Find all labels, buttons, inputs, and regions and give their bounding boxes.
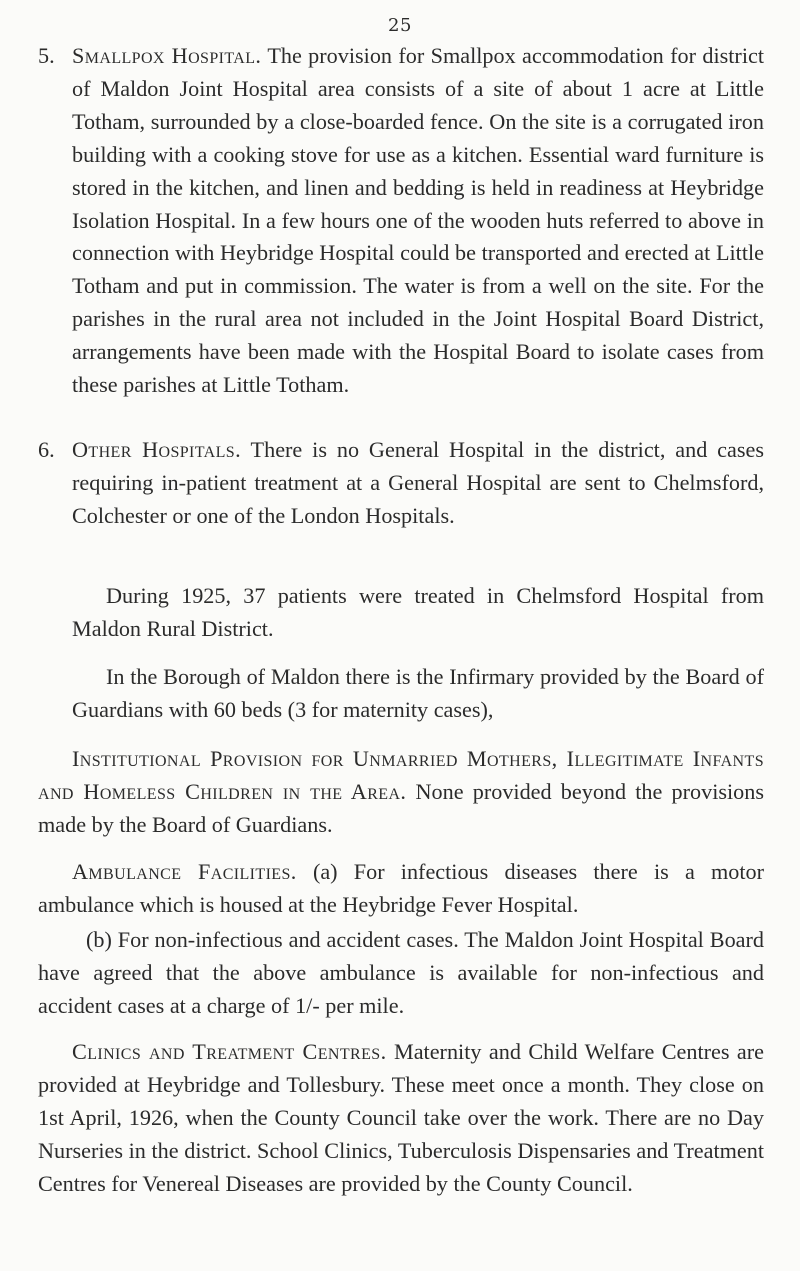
section-other-hospitals <box>38 434 764 533</box>
section-body <box>72 40 764 402</box>
paragraph-text: During 1925, 37 patients were treated in Chelmsford Hospital from Maldon Rural District. <box>72 583 764 641</box>
section-body <box>72 434 764 533</box>
section-body <box>38 856 764 922</box>
section-heading: Clinics and Treatment Centres. <box>72 1039 387 1064</box>
section-body <box>38 1036 764 1201</box>
section-heading: Other Hospitals. <box>72 437 242 462</box>
section-heading: Institutional Provision for Unmarried Mothers, Illegitimate Infants and Homeless Children in the Area. <box>38 746 764 804</box>
section-heading: Ambulance Facilities. <box>72 859 297 884</box>
section-clinics <box>38 1036 764 1201</box>
section-number: 6. <box>38 437 55 462</box>
section-body <box>38 743 764 842</box>
section-text: There is no General Hospital in the district, and cases requiring in-patient treatment at a General Hospital are sent to Chelmsford, Colchester or one of the London Hospitals. <box>72 437 764 528</box>
section-text: Maternity and Child Welfare Centres are provided at Heybridge and Tollesbury. These meet once a month. They close on 1st April, 1926, when the County Council take over the work. There are no Day Nurseries in the district. School Clinics, Tuberculosis Dispensaries and Treatment Centres for Venereal Diseases are provided by the County Council. <box>38 1039 765 1196</box>
paragraph-maldon-infirmary <box>72 661 764 727</box>
paragraph-text: (b) For non-infectious and accident cases. The Maldon Joint Hospital Board have agreed that the above ambulance is available for non-infectious and accident cases at a charge of 1/- per mile. <box>38 927 764 1018</box>
section-text: (a) For infectious diseases there is a motor ambulance which is housed at the Heybridge Fever Hospital. <box>38 859 764 917</box>
section-smallpox-hospital <box>38 40 764 402</box>
paragraph-text: In the Borough of Maldon there is the Infirmary provided by the Board of Guardians with 60 beds (3 for maternity cases), <box>72 664 764 722</box>
section-institutional-provision <box>38 743 764 842</box>
page-number: 25 <box>388 15 412 36</box>
section-ambulance-facilities <box>38 856 764 922</box>
section-text: The provision for Smallpox accommodation for district of Maldon Joint Hospital area consists of a site of about 1 acre at Little Totham, surrounded by a close-boarded fence. On the site is a corrugated iron building with a cooking stove for use as a kitchen. Essential ward furniture is stored in the kitchen, and linen and bedding is held in readiness at Heybridge Isolation Hospital. In a few hours one of the wooden huts referred to above in connection with Heybridge Hospital could be transported and erected at Little Totham and put in commission. The water is from a well on the site. For the parishes in the rural area not included in the Joint Hospital Board District, arrangements have been made with the Hospital Board to isolate cases from these parishes at Little Totham. <box>72 43 764 398</box>
section-heading: Smallpox Hospital. <box>72 43 262 68</box>
paragraph-chelmsford-patients <box>72 580 764 646</box>
section-text: None provided beyond the provisions made by the Board of Guardians. <box>38 778 764 837</box>
paragraph-ambulance-b <box>38 924 764 1023</box>
section-number: 5. <box>38 43 55 68</box>
